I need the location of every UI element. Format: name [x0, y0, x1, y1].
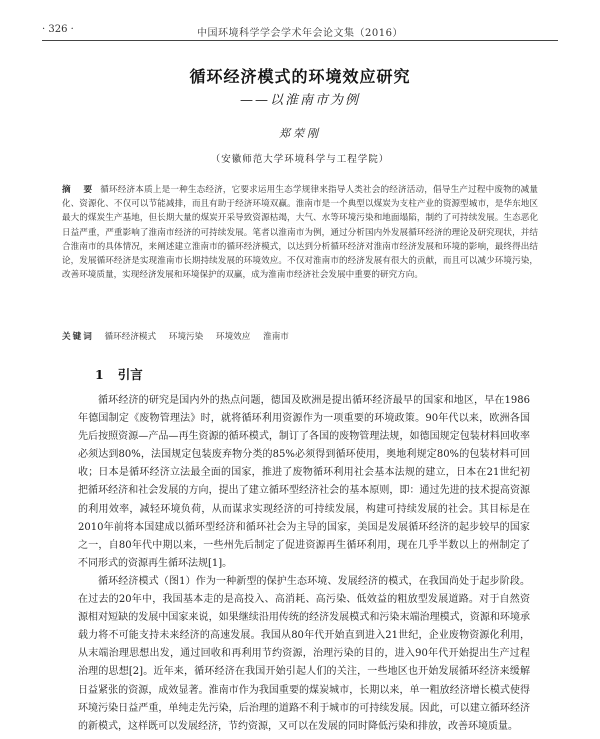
paper-subtitle: ——以淮南市为例 [239, 93, 360, 108]
running-title: 中国环境科学学会学术年会论文集（2016） [197, 28, 403, 39]
keywords [62, 330, 538, 342]
page-number: · 326 · [42, 24, 74, 35]
keyword: 环境污染 [168, 332, 204, 342]
author-name: 郑荣刚 [279, 127, 321, 140]
author-affiliation: （安徽师范大学环境科学与工程学院） [210, 154, 390, 165]
abstract-label: 摘 要 [62, 185, 95, 195]
abstract [62, 183, 538, 282]
keywords-label: 关键词 [62, 332, 94, 342]
abstract-text: 循环经济本质上是一种生态经济，它要求运用生态学规律来指导人类社会的经济活动，倡导生产过程中废物的减量化、资源化、不仅可以节能减排，而且有助于经济环境双赢。淮南市是一个典型以煤炭为支柱产业的资源型城市，是华东地区最大的煤炭生产基地，但长期大量的煤炭开采导致资源枯竭，大气、水等环境污染和地面塌陷，制约了可持续发展。生态恶化日益严重，严重影响了淮南市经济的可持续发展。笔者以淮南市为例，通过分析国内外发展循环经济的理论及研究现状，并结合淮南市的具体情况，来阐述建立淮南市的循环经济模式，以达到分析循环经济对淮南市经济发展和环境的影响，最终得出结论，发展循环经济是实现淮南市长期持续发展的环境效应。不仅对淮南市的经济发展有很大的贡献，而且可以减少环境污染，改善环境质量，实现经济发展和环境保护的双赢，成为淮南市经济社会发展中重要的研究方向。 [62, 185, 538, 281]
section-title: 引言 [117, 367, 143, 382]
running-header [42, 22, 558, 42]
paper-title: 循环经济模式的环境效应研究 [189, 67, 411, 86]
header-rule [42, 40, 558, 41]
body-text [78, 392, 530, 736]
section-number: 1 [95, 367, 104, 382]
body-paragraph: 循环经济的研究是国内外的热点问题，德国及欧洲是提出循环经济最早的国家和地区，早在1986年德国制定《废物管理法》时，就将循环利用资源作为一项重要的环境政策。90年代以来，欧洲各国先后按照资源—产品—再生资源的循环模式，制订了各国的废物管理法规，如德国规定包装材料回收率必须达到80%，法国规定包装废弃物分类的85%必须得到循环使用，奥地利规定80%的包装材料可回收；日本是循环经济立法最全面的国家，推进了废物循环利用社会基本法规的建立，日本在21世纪初把循环经济和社会发展的方向，提出了建立循环型经济社会的基本原则，即：通过先进的技术提高资源的利用效率，减轻环境负荷，从而谋求实现经济的可持续发展，构建可持续发展的社会。其目标是在2010年前将本国建成以循环型经济和循环社会为主导的国家，美国是发展循环经济的起步较早的国家之一，自80年代中期以来，一些州先后制定了促进资源再生循环利用，现在几乎半数以上的州制定了不同形式的资源再生循环法规[1]。 [78, 395, 530, 569]
keyword: 淮南市 [263, 332, 289, 342]
keyword: 循环经济模式 [104, 332, 157, 342]
keyword: 环境效应 [215, 332, 251, 342]
body-paragraph: 循环经济模式（图1）作为一种新型的保护生态环境、发展经济的模式，在我国尚处于起步阶段。在过去的20年中，我国基本走的是高投入、高消耗、高污染、低效益的粗放型发展道路。对于自然资源相对短缺的发展中国家来说，如果继续沿用传统的经济发展模式和污染末端治理模式，资源和环境承载力将不可能支持未来经济的高速发展。我国从80年代开始直到进入21世纪，企业废物资源化利用，从末端治理思想出发，通过回收和再利用节约资源，治理污染的目的，进入90年代开始提出生产过程治理的思想[2]。近年来，循环经济在我国开始引起人们的关注，一些地区也开始发展循环经济来缓解日益紧张的资源，成效显著。淮南市作为我国重要的煤炭城市，长期以来，单一粗放经济增长模式使得环境污染日益严重，单纯走先污染，后治理的道路不利于城市的可持续发展。因此，可以建立循环经济的新模式，这样既可以发展经济，节约资源，又可以在发展的同时降低污染和排放，改善环境质量。 [78, 575, 530, 732]
section-heading [95, 365, 143, 383]
